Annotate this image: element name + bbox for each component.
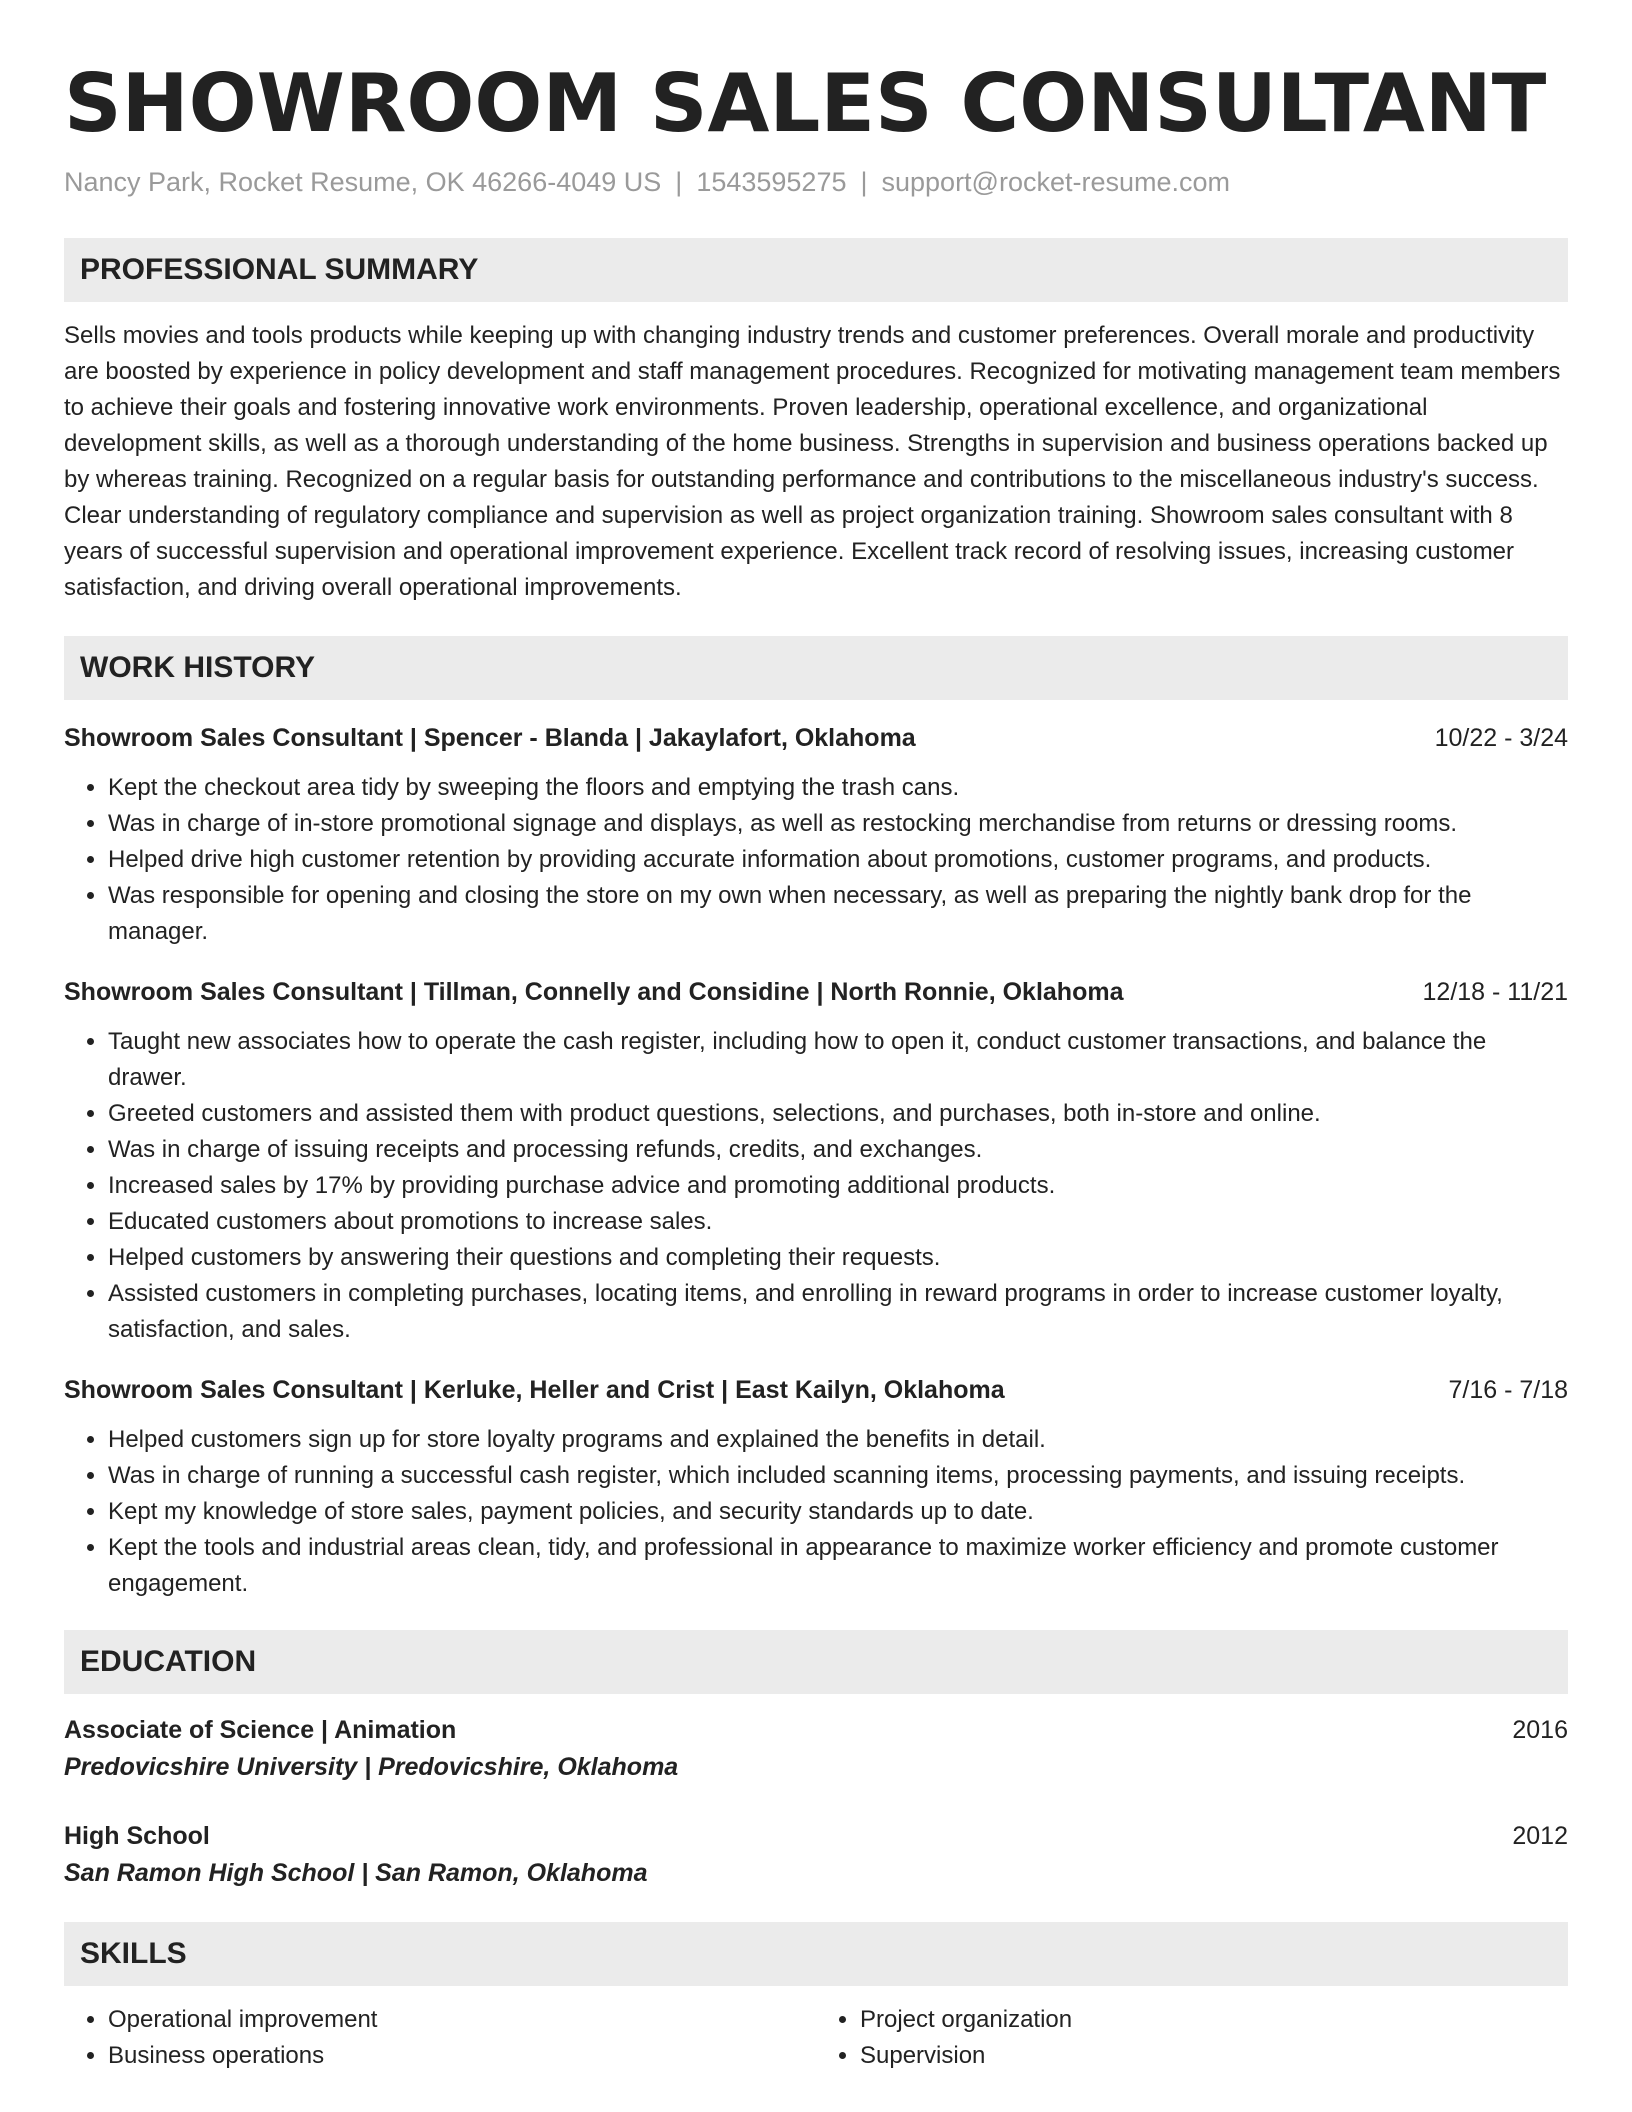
section-header-skills: SKILLS xyxy=(64,1922,1568,1986)
education-year: 2016 xyxy=(1512,1716,1568,1744)
job-entry xyxy=(64,1372,1568,1602)
contact-line xyxy=(64,164,1568,200)
education-degree: Associate of Science | Animation xyxy=(64,1716,457,1744)
job-dates: 10/22 - 3/24 xyxy=(1434,724,1568,752)
job-bullet: • Was in charge of in-store promotional signage and displays, as well as restocking merchandise from returns or dressing rooms. xyxy=(108,806,1568,842)
job-title: Showroom Sales Consultant | Kerluke, Heller and Crist | East Kailyn, Oklahoma xyxy=(64,1376,1005,1404)
job-dates: 12/18 - 11/21 xyxy=(1422,978,1568,1006)
job-bullet: • Helped drive high customer retention by providing accurate information about promotions, customer programs, and products. xyxy=(108,842,1568,878)
contact-phone: 1543595275 xyxy=(696,167,847,197)
education-header xyxy=(64,1818,1568,1854)
job-header xyxy=(64,720,1568,756)
education-entry xyxy=(64,1818,1568,1892)
skills-column-left xyxy=(64,2002,816,2074)
section-header-summary: PROFESSIONAL SUMMARY xyxy=(64,238,1568,302)
skill-item: • Operational improvement xyxy=(108,2002,816,2038)
job-bullet: • Was in charge of running a successful cash register, which included scanning items, processing payments, and issuing receipts. xyxy=(108,1458,1568,1494)
resume-page xyxy=(64,56,1568,2074)
job-bullet: • Helped customers by answering their questions and completing their requests. xyxy=(108,1240,1568,1276)
education-school: Predovicshire University | Predovicshire, Oklahoma xyxy=(64,1753,679,1781)
job-dates: 7/16 - 7/18 xyxy=(1448,1376,1568,1404)
job-bullets xyxy=(64,770,1568,950)
skill-item: • Business operations xyxy=(108,2038,816,2074)
job-bullet: • Kept the checkout area tidy by sweeping the floors and emptying the trash cans. xyxy=(108,770,1568,806)
education-header xyxy=(64,1712,1568,1748)
job-bullets xyxy=(64,1422,1568,1602)
job-entry xyxy=(64,974,1568,1348)
job-bullet: • Helped customers sign up for store loyalty programs and explained the benefits in detail. xyxy=(108,1422,1568,1458)
summary-text: Sells movies and tools products while keeping up with changing industry trends and customer preferences. Overall morale and productivity are boosted by experience in policy development and staff management procedures. Recognized for motivating management team members to achieve their goals and fostering innovative work environments. Proven leadership, operational excellence, and organizational development skills, as well as a thorough understanding of the home business. Strengths in supervision and business operations backed up by whereas training. Recognized on a regular basis for outstanding performance and contributions to the miscellaneous industry's success. Clear understanding of regulatory compliance and supervision as well as project organization training. Showroom sales consultant with 8 years of successful supervision and operational improvement experience. Excellent track record of resolving issues, increasing customer satisfaction, and driving overall operational improvements. xyxy=(64,322,1561,601)
job-bullets xyxy=(64,1024,1568,1348)
job-title: Showroom Sales Consultant | Spencer - Blanda | Jakaylafort, Oklahoma xyxy=(64,724,916,752)
education-year: 2012 xyxy=(1512,1822,1568,1850)
contact-email: support@rocket-resume.com xyxy=(881,167,1231,197)
skills-list xyxy=(64,2002,1568,2074)
skill-item: • Project organization xyxy=(860,2002,1568,2038)
job-bullet: • Was in charge of issuing receipts and processing refunds, credits, and exchanges. xyxy=(108,1132,1568,1168)
job-entry xyxy=(64,720,1568,950)
job-bullet: • Kept my knowledge of store sales, payment policies, and security standards up to date. xyxy=(108,1494,1568,1530)
education-school: San Ramon High School | San Ramon, Oklahoma xyxy=(64,1859,648,1887)
job-bullet: • Was responsible for opening and closing the store on my own when necessary, as well as preparing the nightly bank drop for the manager. xyxy=(108,878,1568,950)
job-bullet: • Educated customers about promotions to increase sales. xyxy=(108,1204,1568,1240)
job-header xyxy=(64,974,1568,1010)
education-entry xyxy=(64,1712,1568,1786)
job-bullet: • Taught new associates how to operate the cash register, including how to open it, conduct customer transactions, and balance the drawer. xyxy=(108,1024,1568,1096)
contact-separator: | xyxy=(860,167,868,197)
job-bullet: • Assisted customers in completing purchases, locating items, and enrolling in reward programs in order to increase customer loyalty, satisfaction, and sales. xyxy=(108,1276,1568,1348)
contact-separator: | xyxy=(675,167,683,197)
job-title: Showroom Sales Consultant | Tillman, Connelly and Considine | North Ronnie, Oklahoma xyxy=(64,978,1124,1006)
contact-address: Nancy Park, Rocket Resume, OK 46266-4049 US xyxy=(64,167,662,197)
job-header xyxy=(64,1372,1568,1408)
section-header-work-history: WORK HISTORY xyxy=(64,636,1568,700)
job-bullet: • Kept the tools and industrial areas clean, tidy, and professional in appearance to maximize worker efficiency and promote customer engagement. xyxy=(108,1530,1568,1602)
job-bullet: • Increased sales by 17% by providing purchase advice and promoting additional products. xyxy=(108,1168,1568,1204)
skill-item: • Supervision xyxy=(860,2038,1568,2074)
education-degree: High School xyxy=(64,1822,210,1850)
section-header-education: EDUCATION xyxy=(64,1630,1568,1694)
skills-column-right xyxy=(816,2002,1568,2074)
job-bullet: • Greeted customers and assisted them with product questions, selections, and purchases, both in-store and online. xyxy=(108,1096,1568,1132)
resume-title: SHOWROOM SALES CONSULTANT xyxy=(64,57,1547,150)
